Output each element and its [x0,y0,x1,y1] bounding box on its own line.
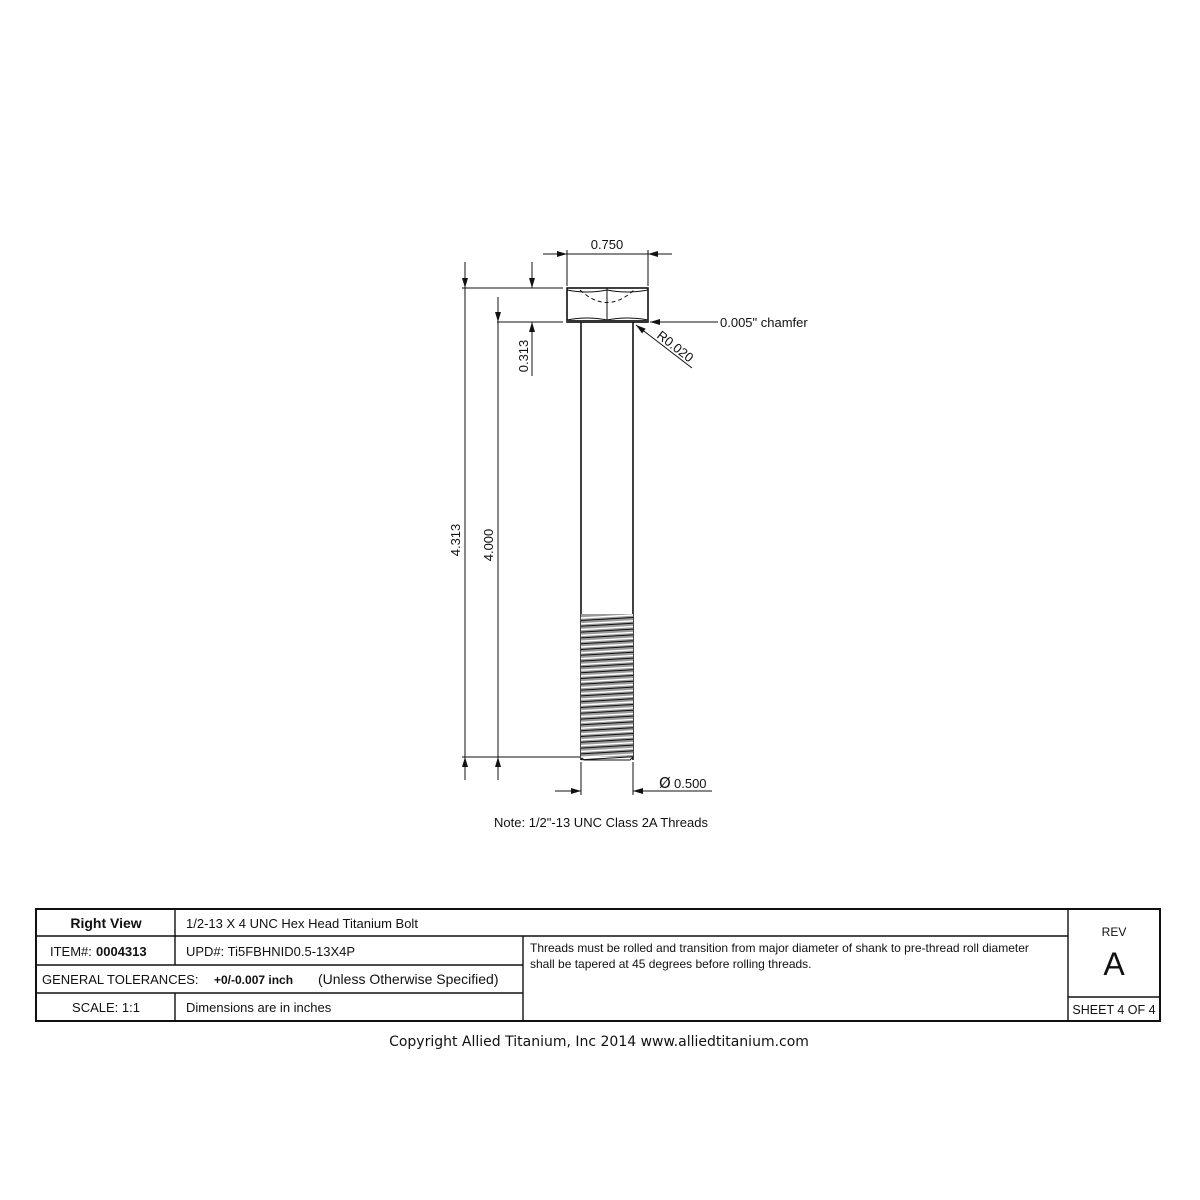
bolt-view [567,288,648,760]
diameter-symbol-icon: Ø [659,774,671,792]
tolerance-note: (Unless Otherwise Specified) [318,971,499,987]
rev-label: REV [1101,925,1127,939]
item-number: 0004313 [96,944,147,959]
chamfer-note: 0.005" chamfer [720,315,808,330]
dimension-head-height [462,262,563,376]
item-label: ITEM#: [50,944,92,959]
dim-label-head-height: 0.313 [516,339,531,373]
part-title: 1/2-13 X 4 UNC Hex Head Titanium Bolt [186,916,418,931]
tolerance-label: GENERAL TOLERANCES: [42,972,199,987]
chamfer-callout [650,315,808,330]
scale-label: SCALE: 1:1 [72,1000,140,1015]
dimension-overall-length [448,262,580,780]
notes-line-1: Threads must be rolled and transition from major diameter of shank to pre-thread roll diameter [530,941,1029,955]
thread-note: Note: 1/2"-13 UNC Class 2A Threads [494,815,708,830]
dimension-head-width [543,237,672,286]
radius-callout [636,325,696,368]
units-note: Dimensions are in inches [186,1000,332,1015]
dimension-shank-length [481,297,498,780]
rev-value: A [1103,946,1125,982]
threads [581,614,633,760]
hex-head [567,288,648,323]
dim-label-diameter: 0.500 [674,776,707,791]
title-block [36,909,1160,1021]
dim-label-shank-length: 4.000 [481,528,496,562]
notes-line-2: shall be tapered at 45 degrees before rolling threads. [530,957,812,971]
dim-label-overall-length: 4.313 [448,523,463,557]
view-label: Right View [70,915,142,931]
upd-number: UPD#: Ti5FBHNID0.5-13X4P [186,944,356,959]
tolerance-value: +0/-0.007 inch [214,973,294,987]
copyright-text: Copyright Allied Titanium, Inc 2014 www.alliedtitanium.com [389,1034,809,1050]
dimension-diameter [555,762,712,795]
sheet-number: SHEET 4 OF 4 [1072,1003,1156,1017]
dim-label-head-width: 0.750 [590,237,624,252]
radius-note: R0.020 [654,327,697,366]
